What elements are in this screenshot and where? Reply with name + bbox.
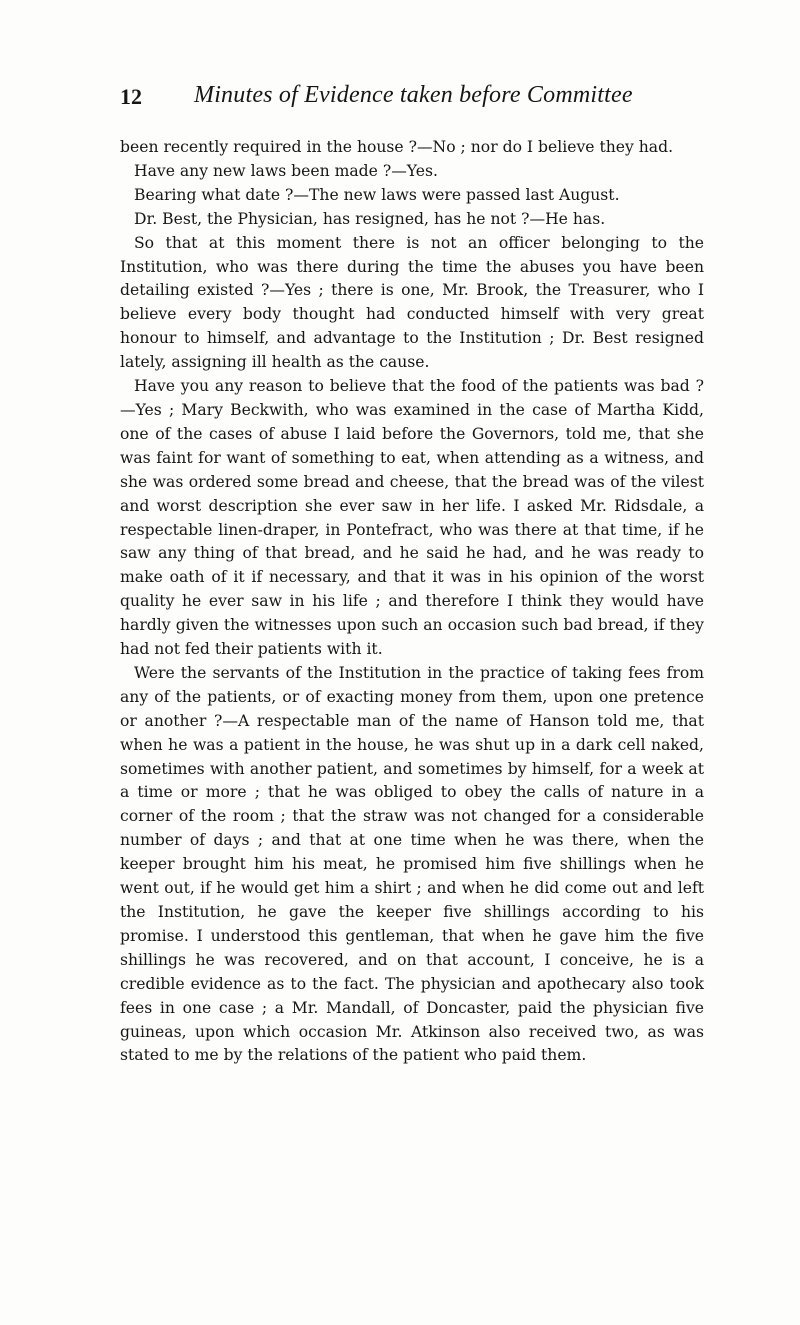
running-head xyxy=(120,84,720,116)
paragraph-food-quality: Have you any reason to believe that the food of the patients was bad ?—Yes ; Mary Beckwith, who was examined in the case of Martha Kidd, one of the cases of abuse I laid before the Governors, told me, that she was faint for want of something to eat, when attending as a witness, and she was ordered some bread and cheese, that the bread was of the vilest and worst description she ever saw in her life. I asked Mr. Ridsdale, a respectable linen-draper, in Pontefract, who was there at that time, if he saw any thing of that bread, and he said he had, and he was ready to make oath of it if necessary, and that it was in his opinion of the worst quality he ever saw in his life ; and therefore I think they would have hardly given the witnesses upon such an occasion such bad bread, if they had not fed their patients with it. xyxy=(120,377,704,659)
running-title: Minutes of Evidence taken before Committee xyxy=(194,82,633,108)
paragraph-servants-fees: Were the servants of the Institution in the practice of taking fees from any of the patients, or of exacting money from them, upon one pretence or another ?—A respectable man of the name of Hanson told me, that when he was a patient in the house, he was shut up in a dark cell naked, sometimes with another patient, and sometimes by himself, for a week at a time or more ; that he was obliged to obey the calls of nature in a corner of the room ; that the straw was not changed for a considerable number of days ; and that at one time when he was there, when the keeper brought him his meat, he promised him five shillings when he went out, if he would get him a shirt ; and when he did come out and left the Institution, he gave the keeper five shillings according to his promise. I understood this gentleman, that when he gave him the five shillings he was recovered, and on that account, I conceive, he is a credible evidence as to the fact. The physician and apothecary also took fees in one case ; a Mr. Mandall, of Doncaster, paid the physician five guineas, upon which occasion Mr. Atkinson also received two, as was stated to me by the relations of the patient who paid them. xyxy=(120,663,704,1065)
page-number: 12 xyxy=(120,84,142,109)
paragraph-officer-treasurer: So that at this moment there is not an officer belonging to the Institution, who was there during the time the abuses you have been detailing existed ?—Yes ; there is one, Mr. Brook, the Treasurer, who I believe every body thought had conducted himself with very great honour to himself, and advantage to the Institution ; Dr. Best resigned lately, assigning ill health as the cause. xyxy=(120,233,704,372)
paragraph-continuation: been recently required in the house ?—No ; nor do I believe they had. xyxy=(120,138,674,156)
paragraph-new-laws-question: Have any new laws been made ?—Yes. xyxy=(134,161,438,180)
body-text xyxy=(120,136,704,1068)
paragraph-physician-resigned: Dr. Best, the Physician, has resigned, has he not ?—He has. xyxy=(134,209,606,228)
paragraph-laws-date: Bearing what date ?—The new laws were passed last August. xyxy=(134,185,620,204)
